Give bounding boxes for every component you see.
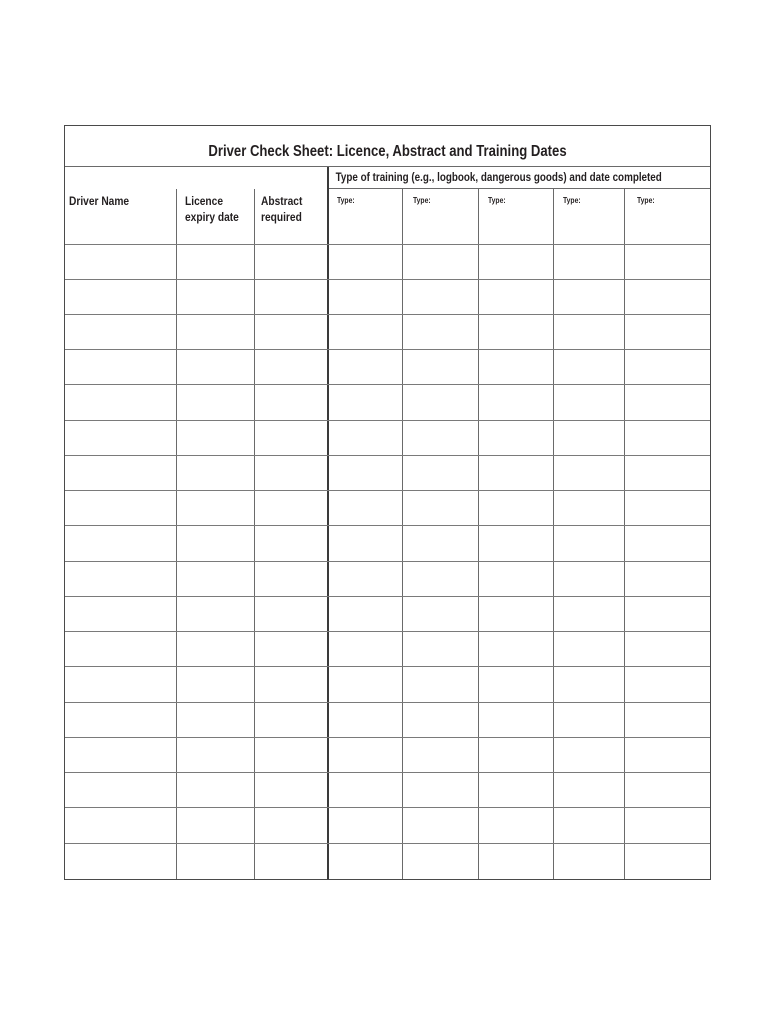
header-abstract-line1: Abstract [261,194,303,208]
row-divider [65,314,710,315]
row-divider [65,772,710,773]
row-divider [65,525,710,526]
row-divider [65,737,710,738]
header-driver-name: Driver Name [69,194,130,208]
column-divider [553,189,554,879]
header-type-1: Type: [337,196,355,205]
row-divider [65,843,710,844]
row-divider [65,384,710,385]
row-divider [65,666,710,667]
row-divider [65,349,710,350]
row-divider [65,702,710,703]
header-type-5: Type: [637,196,655,205]
row-divider [65,279,710,280]
row-divider [65,244,710,245]
header-licence-line2: expiry date [185,210,239,224]
column-divider [402,189,403,879]
row-divider [65,561,710,562]
column-divider [478,189,479,879]
check-sheet-grid [65,189,710,879]
header-licence-line1: Licence [185,194,223,208]
header-abstract-required [261,193,302,225]
row-divider [65,490,710,491]
header-type-2: Type: [413,196,431,205]
row-divider [65,420,710,421]
header-type-3: Type: [488,196,506,205]
row-divider [65,807,710,808]
title-band [65,126,710,167]
row-divider [65,596,710,597]
row-divider [65,455,710,456]
column-divider [254,189,255,879]
form-title: Driver Check Sheet: Licence, Abstract and Training Dates [208,143,567,160]
header-abstract-line2: required [261,210,302,224]
column-divider [176,189,177,879]
driver-check-sheet-form [64,125,711,880]
header-licence-expiry [185,193,239,225]
column-divider [624,189,625,879]
header-type-4: Type: [563,196,581,205]
training-header-label: Type of training (e.g., logbook, dangerous goods) and date completed [335,170,662,184]
row-divider [65,631,710,632]
training-header-band [329,167,710,189]
